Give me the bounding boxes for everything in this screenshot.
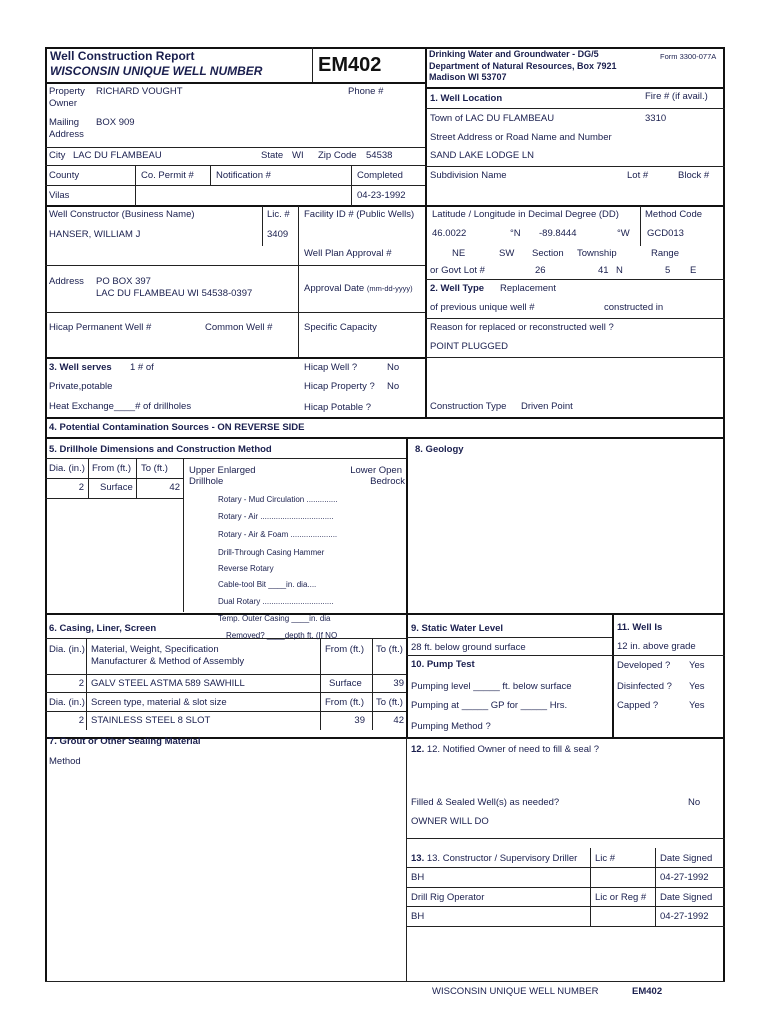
- street-value[interactable]: SAND LAKE LODGE LN: [430, 150, 535, 161]
- pumping-at-label: Pumping at _____ GP for _____ Hrs.: [411, 700, 568, 711]
- screen-to-label: To (ft.): [376, 697, 403, 708]
- county-value[interactable]: Vilas: [49, 190, 70, 201]
- casing-from-label: From (ft.): [325, 644, 365, 655]
- facility-id-label: Facility ID # (Public Wells): [304, 209, 415, 220]
- agency-line-2: Department of Natural Resources, Box 7921: [429, 61, 617, 71]
- approval-date-format: (mm-dd-yyyy): [366, 284, 413, 293]
- developed-label: Developed ?: [617, 660, 671, 671]
- latlong-label: Latitude / Longitude in Decimal Degree (DD): [432, 209, 619, 220]
- disinfected-value[interactable]: Yes: [689, 681, 705, 692]
- zip-label: Zip Code: [318, 150, 357, 161]
- footer-well-number: EM402: [632, 986, 663, 997]
- hicap-well-label: Hicap Well ?: [304, 362, 358, 373]
- grout-method-label: Method: [49, 756, 81, 767]
- rig-operator-date[interactable]: 04-27-1992: [660, 911, 709, 922]
- pump-test-title: 10. Pump Test: [411, 659, 475, 670]
- reason-value[interactable]: POINT PLUGGED: [430, 341, 508, 352]
- longitude-value[interactable]: -89.8444: [539, 228, 577, 239]
- well-serves-count[interactable]: 1 # of: [130, 362, 154, 373]
- drillhole-to-value[interactable]: 42: [169, 482, 180, 493]
- rig-date-label: Date Signed: [660, 892, 713, 903]
- static-water-title: 9. Static Water Level: [411, 623, 504, 634]
- owner-label: Owner: [49, 98, 77, 109]
- form-title: Well Construction Report: [50, 49, 195, 63]
- well-type-value[interactable]: Replacement: [500, 283, 556, 294]
- owner-will-do[interactable]: OWNER WILL DO: [411, 816, 489, 827]
- drillhole-dia-label: Dia. (in.): [49, 463, 85, 474]
- method-rotary-air-foam[interactable]: Rotary - Air & Foam .....................: [218, 530, 338, 539]
- drillhole-from-label: From (ft.): [92, 463, 132, 474]
- driller-signature[interactable]: BH: [411, 872, 425, 883]
- subdivision-label: Subdivision Name: [430, 170, 507, 181]
- bottom-border: [45, 981, 725, 982]
- hicap-potable-label: Hicap Potable ?: [304, 402, 372, 413]
- casing-material-label: Material, Weight, Specification: [91, 644, 219, 655]
- well-serves-title: 3. Well serves: [49, 362, 112, 373]
- hicap-well-value[interactable]: No: [387, 362, 400, 373]
- method-temp-casing[interactable]: Temp. Outer Casing ____in. dia: [218, 614, 331, 623]
- agency-line-1: Drinking Water and Groundwater - DG/5: [429, 49, 599, 59]
- street-label: Street Address or Road Name and Number: [430, 132, 612, 143]
- driller-title-text: 13. Constructor / Supervisory Driller: [426, 853, 578, 864]
- drillhole-title: 5. Drillhole Dimensions and Construction Method: [49, 444, 272, 455]
- property-label: Property: [49, 86, 85, 97]
- driller-title: [411, 853, 577, 864]
- driller-number: 13.: [411, 853, 425, 864]
- quarter-2[interactable]: SW: [499, 248, 515, 259]
- grout-title: 7. Grout or Other Sealing Material: [49, 736, 201, 747]
- heat-exchange-label: Heat Exchange____# of drillholes: [49, 401, 192, 412]
- common-well-label: Common Well #: [205, 322, 273, 333]
- construction-type-value[interactable]: Driven Point: [521, 401, 573, 412]
- driller-date-label: Date Signed: [660, 853, 713, 864]
- constructor-name[interactable]: HANSER, WILLIAM J: [49, 229, 141, 240]
- casing-to-value[interactable]: 39: [393, 678, 404, 689]
- township-label: Township: [577, 248, 617, 259]
- fire-number-label: Fire # (if avail.): [645, 91, 708, 102]
- driller-date[interactable]: 04-27-1992: [660, 872, 709, 883]
- rig-lic-label: Lic or Reg #: [595, 892, 647, 903]
- screen-to-value[interactable]: 42: [393, 715, 404, 726]
- township-dir[interactable]: N: [616, 265, 623, 276]
- drillhole-dia-value[interactable]: 2: [78, 482, 84, 493]
- method-dual-rotary[interactable]: Dual Rotary ................................: [218, 597, 334, 606]
- quarter-1[interactable]: NE: [452, 248, 466, 259]
- govt-lot-label: or Govt Lot #: [430, 265, 485, 276]
- township-value[interactable]: 41: [598, 265, 609, 276]
- method-removed[interactable]: Removed? ____depth ft. (If NO: [226, 631, 338, 640]
- drillhole-label: Drillhole: [189, 476, 224, 487]
- driller-lic-label: Lic #: [595, 853, 616, 864]
- screen-dia-value[interactable]: 2: [78, 715, 84, 726]
- upper-enlarged-label: Upper Enlarged: [189, 465, 256, 476]
- town-value[interactable]: Town of LAC DU FLAMBEAU: [430, 113, 555, 124]
- range-dir[interactable]: E: [690, 265, 697, 276]
- completed-date[interactable]: 04-23-1992: [357, 190, 406, 201]
- method-reverse-rotary[interactable]: Reverse Rotary: [218, 564, 274, 573]
- method-casing-hammer[interactable]: Drill-Through Casing Hammer: [218, 548, 325, 557]
- bedrock-label: Bedrock: [370, 476, 405, 487]
- disinfected-label: Disinfected ?: [617, 681, 672, 692]
- form-number: Form 3300-077A: [660, 52, 717, 61]
- casing-dia-value[interactable]: 2: [78, 678, 84, 689]
- drillhole-from-value[interactable]: Surface: [100, 482, 133, 493]
- drillhole-to-label: To (ft.): [141, 463, 168, 474]
- method-cable-tool[interactable]: Cable-tool Bit ____in. dia....: [218, 580, 317, 589]
- casing-dia-label: Dia. (in.): [49, 644, 85, 655]
- hicap-property-value[interactable]: No: [387, 381, 400, 392]
- casing-to-label: To (ft.): [376, 644, 403, 655]
- owner-name[interactable]: RICHARD VOUGHT: [96, 86, 183, 97]
- constructor-label: Well Constructor (Business Name): [49, 209, 195, 220]
- capped-value[interactable]: Yes: [689, 700, 705, 711]
- constructor-lic-label: Lic. #: [267, 209, 290, 220]
- range-label: Range: [651, 248, 679, 259]
- well-use[interactable]: Private,potable: [49, 381, 113, 392]
- section-label: Section: [532, 248, 564, 259]
- lower-open-label: Lower Open: [350, 465, 402, 476]
- city-label: City: [49, 150, 66, 161]
- plan-approval-label: Well Plan Approval #: [304, 248, 392, 259]
- capped-label: Capped ?: [617, 700, 659, 711]
- screen-from-value[interactable]: 39: [354, 715, 365, 726]
- screen-type-label: Screen type, material & slot size: [91, 697, 227, 708]
- city-value[interactable]: LAC DU FLAMBEAU: [73, 150, 162, 161]
- constructed-in-label: constructed in: [604, 302, 664, 313]
- casing-manufacturer-label: Manufacturer & Method of Assembly: [91, 656, 245, 667]
- permit-label: Co. Permit #: [141, 170, 194, 181]
- mailing-label: Mailing: [49, 117, 80, 128]
- method-code-value[interactable]: GCD013: [647, 228, 684, 239]
- filled-sealed-label: Filled & Sealed Well(s) as needed?: [411, 797, 560, 808]
- pumping-level-label: Pumping level _____ ft. below surface: [411, 681, 572, 692]
- screen-description[interactable]: STAINLESS STEEL 8 SLOT: [91, 715, 211, 726]
- specific-capacity-label: Specific Capacity: [304, 322, 377, 333]
- constructor-lic[interactable]: 3409: [267, 229, 289, 240]
- well-type-title: 2. Well Type: [430, 283, 485, 294]
- unique-well-number: EM402: [318, 54, 382, 76]
- state-label: State: [261, 150, 284, 161]
- well-is-title: 11. Well Is: [617, 622, 663, 633]
- mailing-address-label: Address: [49, 129, 84, 140]
- approval-date-label: Approval Date (mm-dd-yyyy): [304, 283, 413, 294]
- state-value[interactable]: WI: [292, 150, 304, 161]
- footer-label: WISCONSIN UNIQUE WELL NUMBER: [432, 986, 599, 997]
- screen-dia-label: Dia. (in.): [49, 697, 85, 708]
- fire-number-value[interactable]: 3310: [645, 113, 667, 124]
- hicap-permanent-label: Hicap Permanent Well #: [49, 322, 152, 333]
- zip-value[interactable]: 54538: [366, 150, 393, 161]
- notified-number: 12.: [411, 744, 425, 755]
- latitude-unit: °N: [510, 228, 521, 239]
- rig-operator-signature[interactable]: BH: [411, 911, 425, 922]
- range-value[interactable]: 5: [665, 265, 671, 276]
- casing-description[interactable]: GALV STEEL ASTMA 589 SAWHILL: [91, 678, 245, 689]
- screen-from-label: From (ft.): [325, 697, 365, 708]
- method-rotary-mud[interactable]: Rotary - Mud Circulation ..............: [218, 495, 338, 504]
- static-water-value[interactable]: 28 ft. below ground surface: [411, 642, 526, 653]
- latitude-value[interactable]: 46.0022: [432, 228, 467, 239]
- geology-title: 8. Geology: [415, 444, 464, 455]
- developed-value[interactable]: Yes: [689, 660, 705, 671]
- well-location-title: 1. Well Location: [430, 93, 503, 104]
- notification-label: Notification #: [216, 170, 271, 181]
- form-subtitle: WISCONSIN UNIQUE WELL NUMBER: [50, 64, 263, 78]
- well-height[interactable]: 12 in. above grade: [617, 641, 696, 652]
- method-code-label: Method Code: [645, 209, 703, 220]
- method-rotary-air[interactable]: Rotary - Air .................................: [218, 512, 334, 521]
- rig-operator-label: Drill Rig Operator: [411, 892, 485, 903]
- completed-label: Completed: [357, 170, 403, 181]
- filled-sealed-value[interactable]: No: [688, 797, 701, 808]
- phone-label: Phone #: [348, 86, 384, 97]
- longitude-unit: °W: [617, 228, 630, 239]
- lot-label: Lot #: [627, 170, 649, 181]
- right-border: [723, 47, 725, 982]
- left-border: [45, 47, 47, 982]
- pumping-method-label: Pumping Method ?: [411, 721, 491, 732]
- constructor-address-2[interactable]: LAC DU FLAMBEAU WI 54538-0397: [96, 288, 253, 299]
- previous-well-label: of previous unique well #: [430, 302, 535, 313]
- contamination-title: 4. Potential Contamination Sources - ON REVERSE SIDE: [49, 422, 305, 433]
- reason-label: Reason for replaced or reconstructed well ?: [430, 322, 614, 333]
- mailing-address[interactable]: BOX 909: [96, 117, 135, 128]
- notified-title: [411, 744, 599, 755]
- hicap-property-label: Hicap Property ?: [304, 381, 375, 392]
- construction-type-label: Construction Type: [430, 401, 507, 412]
- casing-from-value[interactable]: Surface: [329, 678, 362, 689]
- block-label: Block #: [678, 170, 710, 181]
- notified-title-text: 12. Notified Owner of need to fill & seal ?: [426, 744, 600, 755]
- constructor-address-1[interactable]: PO BOX 397: [96, 276, 151, 287]
- casing-title: 6. Casing, Liner, Screen: [49, 623, 157, 634]
- county-label: County: [49, 170, 80, 181]
- constructor-address-label: Address: [49, 276, 84, 287]
- section-value[interactable]: 26: [535, 265, 546, 276]
- agency-line-3: Madison WI 53707: [429, 72, 507, 82]
